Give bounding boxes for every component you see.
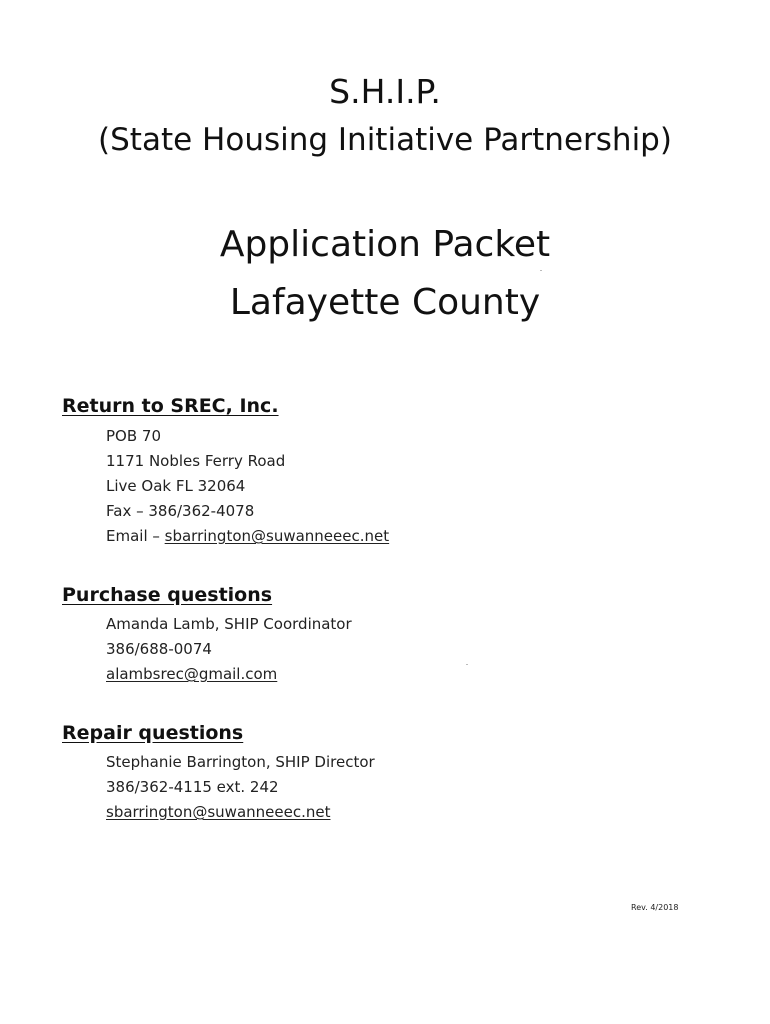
- return-address-block: [106, 424, 389, 549]
- return-email-link[interactable]: sbarrington@suwanneeec.net: [164, 527, 390, 545]
- email-label: Email –: [106, 527, 165, 545]
- scan-speck: [466, 664, 468, 665]
- repair-contact-name: Stephanie Barrington, SHIP Director: [106, 753, 375, 771]
- repair-section-heading: Repair questions: [62, 722, 244, 744]
- purchase-contact-block: [106, 612, 352, 687]
- po-box: POB 70: [106, 427, 161, 445]
- city-state-zip: Live Oak FL 32064: [106, 477, 246, 495]
- revision-date: Rev. 4/2018: [631, 903, 679, 912]
- repair-email-link[interactable]: sbarrington@suwanneeec.net: [106, 803, 331, 821]
- street-address: 1171 Nobles Ferry Road: [106, 452, 286, 470]
- repair-contact-block: [106, 750, 375, 825]
- return-section-heading: Return to SREC, Inc.: [62, 395, 279, 417]
- purchase-phone: 386/688-0074: [106, 640, 212, 658]
- purchase-contact-name: Amanda Lamb, SHIP Coordinator: [106, 615, 352, 633]
- county-name: Lafayette County: [229, 282, 541, 323]
- fax-line: [106, 499, 389, 524]
- scan-speck: [540, 270, 542, 271]
- program-full-name: (State Housing Initiative Partnership): [98, 122, 672, 158]
- program-acronym: S.H.I.P.: [329, 72, 441, 111]
- email-line: [106, 524, 389, 549]
- purchase-email-link[interactable]: alambsrec@gmail.com: [106, 665, 278, 683]
- document-title: Application Packet: [219, 224, 551, 265]
- fax-number: 386/362-4078: [148, 502, 255, 520]
- repair-phone: 386/362-4115 ext. 242: [106, 778, 279, 796]
- fax-label: Fax –: [106, 502, 149, 520]
- purchase-section-heading: Purchase questions: [62, 584, 273, 606]
